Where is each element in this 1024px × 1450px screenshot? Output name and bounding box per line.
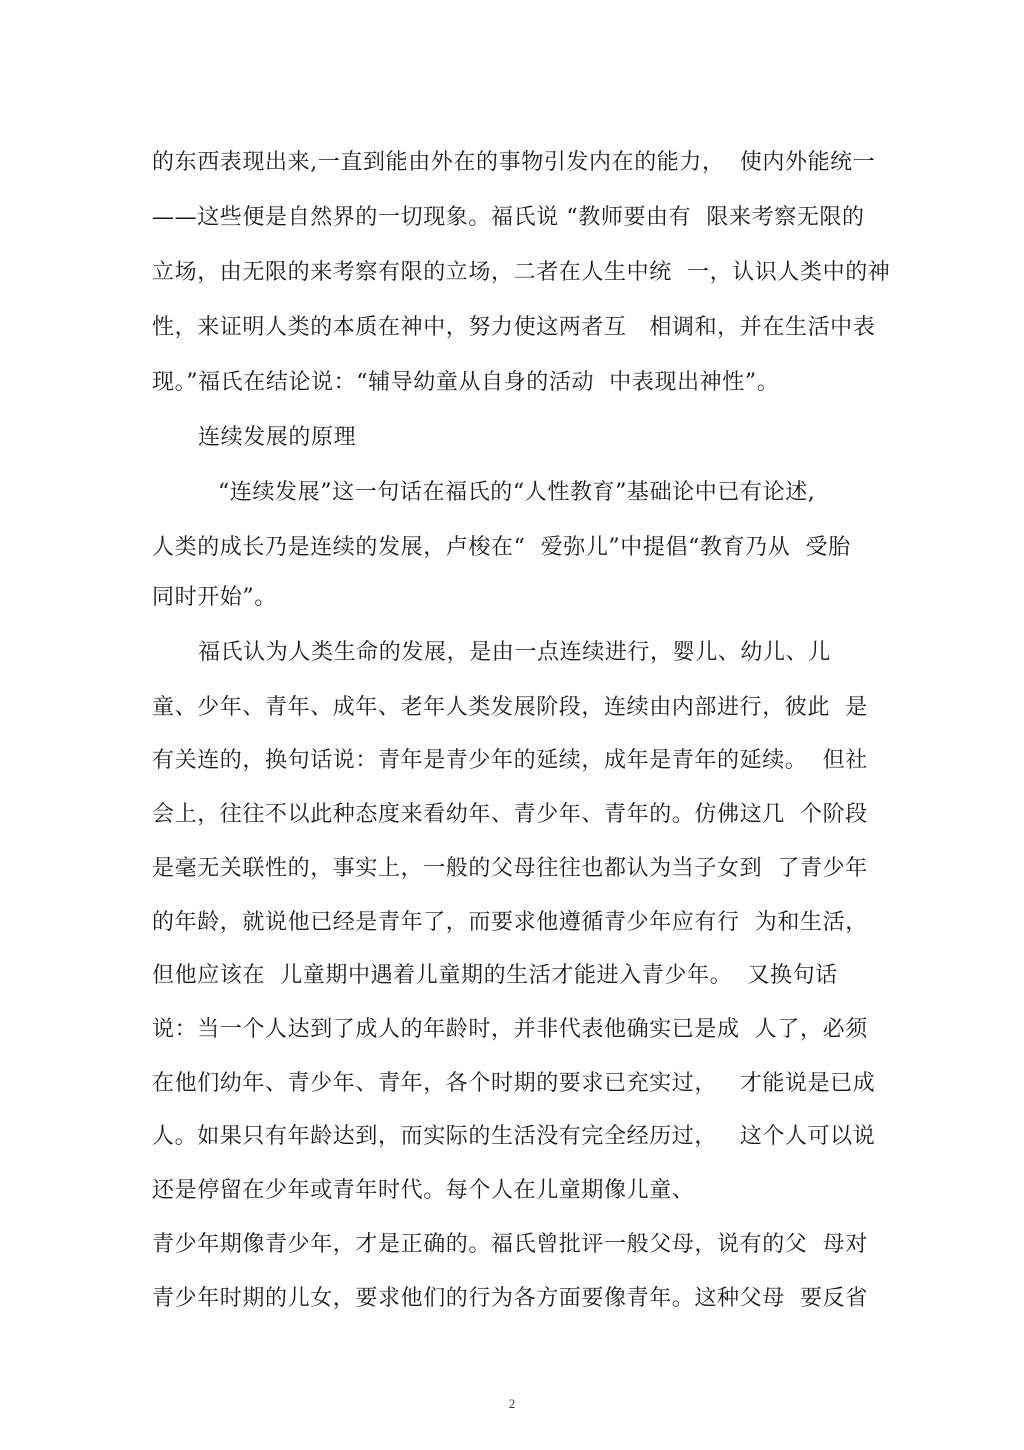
text-line: 童、少年、青年、成年、老年人类发展阶段，连续由内部进行，彼此 是 xyxy=(152,695,868,720)
text-line: “连续发展”这一句话在福氏的“人性教育”基础论中已有论述, xyxy=(218,480,816,505)
page-number: 2 xyxy=(508,1396,516,1411)
text-line: 现。”福氏在结论说：“辅导幼童从自身的活动 中表现出神性”。 xyxy=(152,370,780,395)
text-line: ——这些便是自然界的一切现象。福氏说 “教师要由有 限来考察无限的 xyxy=(152,205,865,230)
text-line: 青少年期像青少年，才是正确的。福氏曾批评一般父母，说有的父 母对 xyxy=(152,1232,868,1257)
text-line: 说：当一个人达到了成人的年龄时，并非代表他确实已是成 人了，必须 xyxy=(152,1017,868,1042)
text-line: 青少年时期的儿女，要求他们的行为各方面要像青年。这种父母 要反省 xyxy=(152,1286,868,1311)
text-line: 人类的成长乃是连续的发展，卢梭在“ 爱弥儿”中提倡“教育乃从 受胎 xyxy=(152,535,851,560)
text-line: 立场，由无限的来考察有限的立场，二者在人生中统 一，认识人类中的神 xyxy=(152,260,891,285)
text-line: 人。如果只有年龄达到，而实际的生活没有完全经历过， 这个人可以说 xyxy=(152,1124,876,1149)
text-line: 的年龄，就说他已经是青年了，而要求他遵循青少年应有行 为和生活， xyxy=(152,910,868,935)
text-line: 性，来证明人类的本质在神中，努力使这两者互 相调和，并在生活中表 xyxy=(152,315,876,340)
section-heading: 连续发展的原理 xyxy=(198,425,357,450)
text-line: 但他应该在 儿童期中遇着儿童期的生活才能进入青少年。 又换句话 xyxy=(152,963,838,988)
text-line: 的东西表现出来,一直到能由外在的事物引发内在的能力， 使内外能统一 xyxy=(152,150,876,175)
text-line: 会上，往往不以此种态度来看幼年、青少年、青年的。仿佛这几 个阶段 xyxy=(152,802,868,827)
text-line: 是毫无关联性的，事实上，一般的父母往往也都认为当子女到 了青少年 xyxy=(152,856,868,881)
text-line: 还是停留在少年或青年时代。每个人在儿童期像儿童、 xyxy=(152,1178,695,1203)
text-line: 在他们幼年、青少年、青年，各个时期的要求已充实过， 才能说是已成 xyxy=(152,1071,876,1096)
text-line: 同时开始”。 xyxy=(152,585,277,610)
text-line: 福氏认为人类生命的发展，是由一点连续进行，婴儿、幼儿、儿 xyxy=(198,640,831,665)
text-line: 有关连的，换句话说：青年是青少年的延续，成年是青年的延续。 但社 xyxy=(152,748,868,773)
